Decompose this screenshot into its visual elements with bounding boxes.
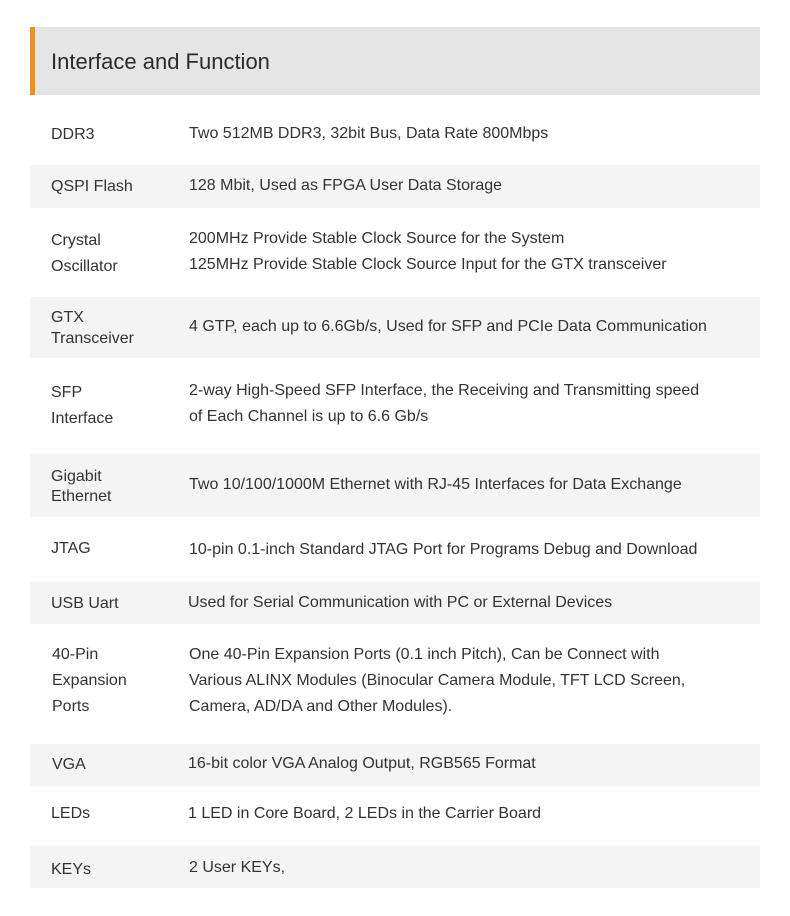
row-value: 1 LED in Core Board, 2 LEDs in the Carrier Board xyxy=(188,805,542,822)
row-value: Used for Serial Communication with PC or External Devices xyxy=(188,594,613,611)
row-label: GTX Transceiver xyxy=(51,309,134,347)
row-value: Two 10/100/1000M Ethernet with RJ-45 Interfaces for Data Exchange xyxy=(189,476,682,493)
table-row xyxy=(30,517,760,582)
table-row xyxy=(30,106,760,160)
table-row xyxy=(30,582,760,624)
row-value: 2 User KEYs, xyxy=(189,859,286,876)
table-row xyxy=(30,454,760,517)
row-value: 10-pin 0.1-inch Standard JTAG Port for Programs Debug and Download xyxy=(189,541,698,558)
row-value: 200MHz Provide Stable Clock Source for the System 125MHz Provide Stable Clock Source Input for the GTX transceiver xyxy=(189,230,667,273)
row-value: Two 512MB DDR3, 32bit Bus, Data Rate 800Mbps xyxy=(189,125,549,142)
table-row xyxy=(30,165,760,208)
table-row xyxy=(30,297,760,358)
row-label: DDR3 xyxy=(51,126,95,143)
row-label: 40-Pin Expansion Ports xyxy=(52,646,127,715)
table-row xyxy=(30,358,760,454)
row-label: KEYs xyxy=(51,861,92,878)
row-label: LEDs xyxy=(51,805,91,822)
table-row xyxy=(30,744,760,786)
table-row xyxy=(30,786,760,846)
row-label: Crystal Oscillator xyxy=(51,232,118,275)
row-label: USB Uart xyxy=(51,595,119,612)
section-header xyxy=(30,27,760,95)
row-value: 2-way High-Speed SFP Interface, the Receiving and Transmitting speed of Each Channel is up to 6.6 Gb/s xyxy=(189,382,700,425)
table-row xyxy=(30,624,760,744)
row-value: 16-bit color VGA Analog Output, RGB565 Format xyxy=(188,755,536,772)
row-label: VGA xyxy=(52,756,86,773)
section-title: Interface and Function xyxy=(51,49,270,74)
row-value: 4 GTP, each up to 6.6Gb/s, Used for SFP and PCIe Data Communication xyxy=(189,318,707,335)
table-row xyxy=(30,846,760,888)
row-label: Gigabit Ethernet xyxy=(51,468,112,505)
row-value: One 40-Pin Expansion Ports (0.1 inch Pitch), Can be Connect with Various ALINX Modules (Binocular Camera Module, TFT LCD Screen, Camera, AD/DA and Other Modules). xyxy=(189,646,686,715)
row-label: JTAG xyxy=(51,540,91,557)
table-row xyxy=(30,208,760,297)
row-label: SFP Interface xyxy=(51,384,114,427)
row-value: 128 Mbit, Used as FPGA User Data Storage xyxy=(189,177,503,194)
row-label: QSPI Flash xyxy=(51,178,133,195)
